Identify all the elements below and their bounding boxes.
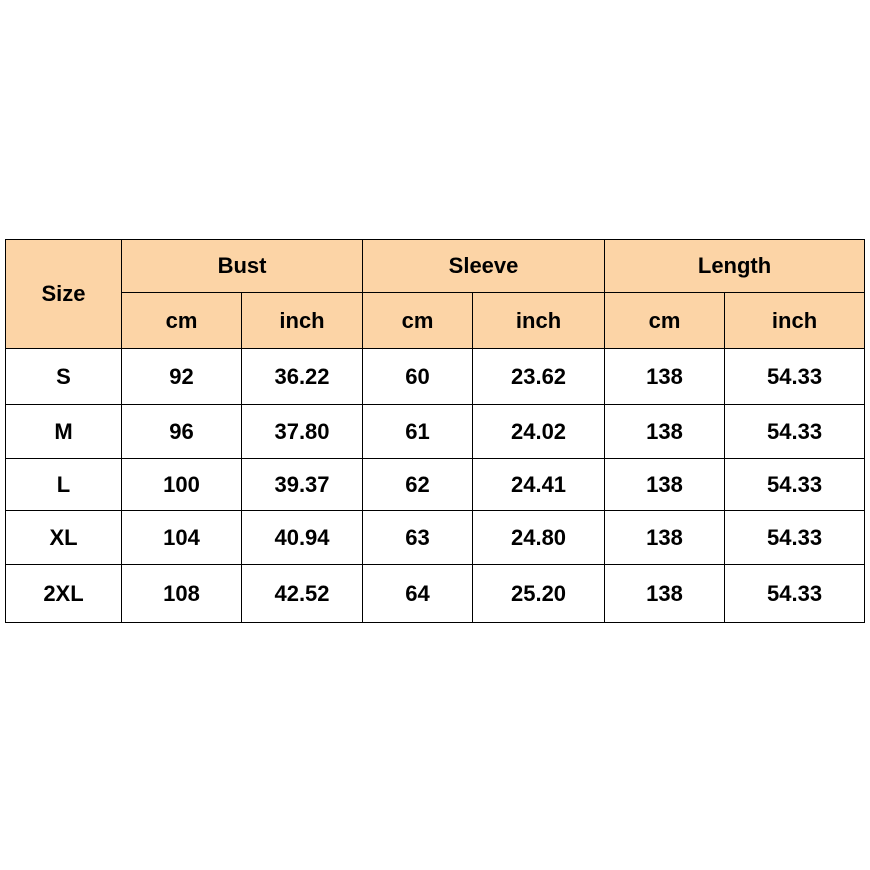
cell-bust-cm: 104 [122,511,242,565]
table-row [6,511,865,565]
cell-bust-cm: 108 [122,565,242,623]
header-group-sleeve: Sleeve [363,240,605,293]
cell-sleeve-inch: 24.80 [473,511,605,565]
cell-bust-inch: 37.80 [242,405,363,459]
header-unit-sleeve-inch: inch [473,293,605,349]
header-unit-bust-cm: cm [122,293,242,349]
header-unit-sleeve-cm: cm [363,293,473,349]
cell-length-cm: 138 [605,405,725,459]
cell-bust-cm: 100 [122,459,242,511]
cell-sleeve-inch: 24.41 [473,459,605,511]
cell-bust-cm: 96 [122,405,242,459]
header-row-groups [6,240,865,293]
header-group-length: Length [605,240,865,293]
cell-sleeve-cm: 60 [363,349,473,405]
cell-length-inch: 54.33 [725,565,865,623]
cell-length-inch: 54.33 [725,349,865,405]
cell-sleeve-cm: 63 [363,511,473,565]
cell-bust-inch: 36.22 [242,349,363,405]
cell-size: S [6,349,122,405]
header-unit-length-inch: inch [725,293,865,349]
table-row [6,565,865,623]
cell-length-inch: 54.33 [725,405,865,459]
cell-size: XL [6,511,122,565]
cell-size: M [6,405,122,459]
cell-length-inch: 54.33 [725,459,865,511]
cell-size: 2XL [6,565,122,623]
cell-bust-inch: 39.37 [242,459,363,511]
header-unit-length-cm: cm [605,293,725,349]
size-chart-table [5,239,865,623]
cell-length-cm: 138 [605,565,725,623]
cell-sleeve-cm: 64 [363,565,473,623]
header-group-bust: Bust [122,240,363,293]
table-row [6,459,865,511]
cell-length-inch: 54.33 [725,511,865,565]
cell-bust-cm: 92 [122,349,242,405]
cell-size: L [6,459,122,511]
cell-sleeve-inch: 24.02 [473,405,605,459]
cell-length-cm: 138 [605,349,725,405]
header-size: Size [6,240,122,349]
table-header [6,240,865,349]
cell-bust-inch: 40.94 [242,511,363,565]
table-body [6,349,865,623]
header-row-units [6,293,865,349]
cell-bust-inch: 42.52 [242,565,363,623]
table-row [6,405,865,459]
cell-sleeve-inch: 23.62 [473,349,605,405]
cell-sleeve-inch: 25.20 [473,565,605,623]
table-row [6,349,865,405]
cell-length-cm: 138 [605,459,725,511]
cell-sleeve-cm: 62 [363,459,473,511]
header-unit-bust-inch: inch [242,293,363,349]
cell-length-cm: 138 [605,511,725,565]
cell-sleeve-cm: 61 [363,405,473,459]
